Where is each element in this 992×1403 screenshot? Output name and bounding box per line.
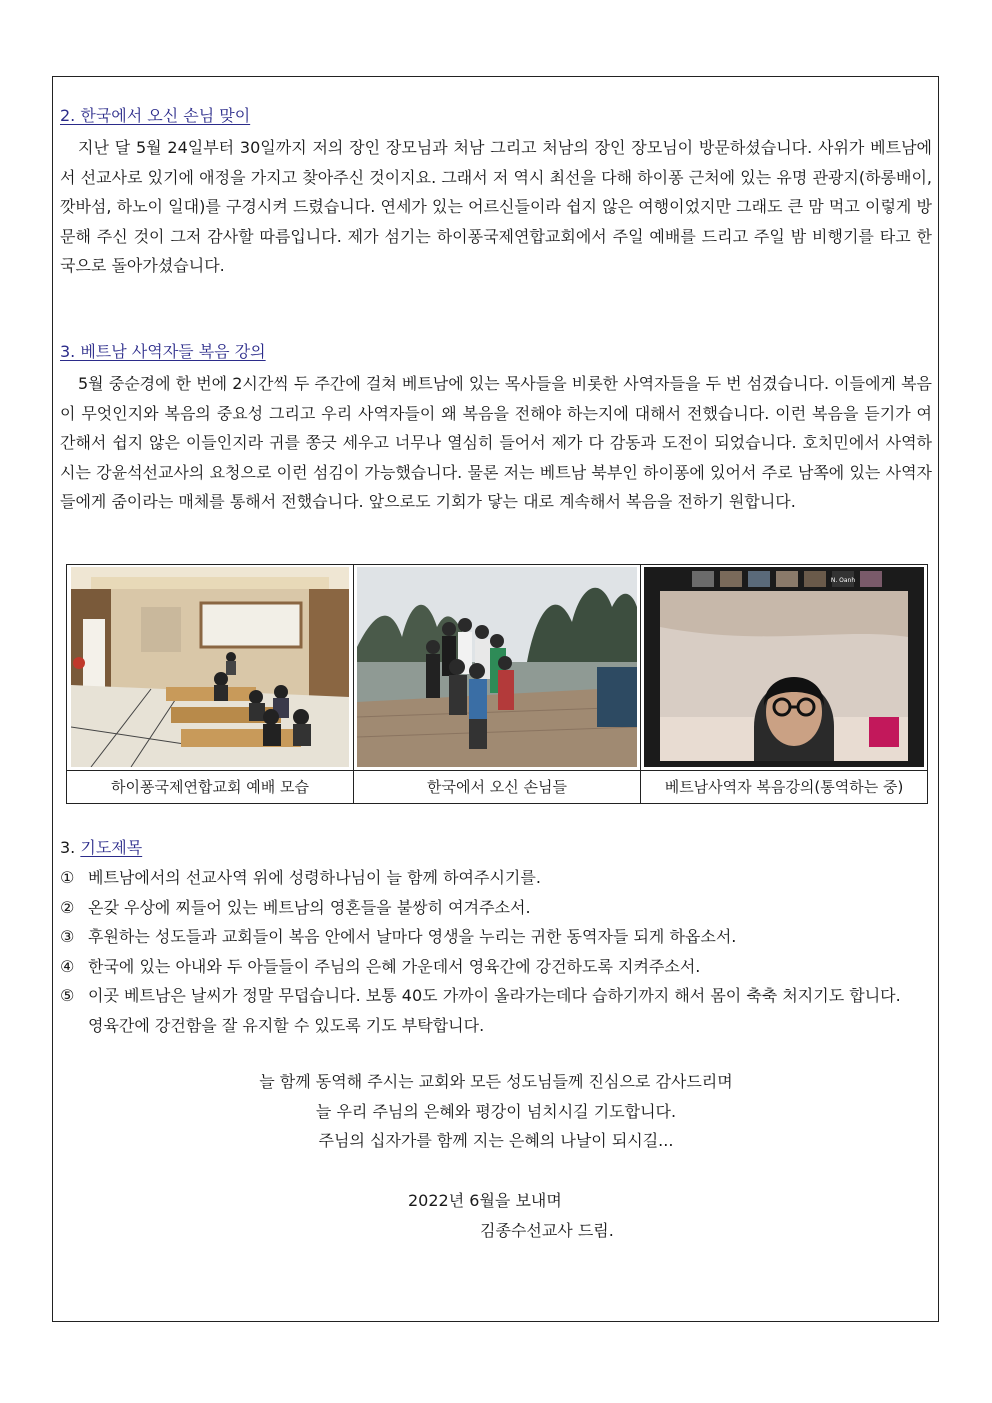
closing-date: 2022년 6월을 보내며	[408, 1191, 562, 1210]
prayer-heading-title: 기도제목	[80, 838, 143, 857]
photo-table	[66, 564, 928, 804]
section-heading-guests: 2. 한국에서 오신 손님 맞이	[60, 106, 251, 125]
section-body-guests: 지난 달 5월 24일부터 30일까지 저의 장인 장모님과 처남 그리고 처남의 장인 장모님이 방문하셨습니다. 사위가 베트남에서 선교사로 있기에 애정을 가지고 찾아주신 것이지요. 그래서 저 역시 최선을 다해 하이퐁 근처에 있는 유명 관광지(하롱배이, 깟바섬, 하노이 일대)를 구경시켜 드렸습니다. 연세가 있는 어르신들이라 쉽지 않은 여행이었지만 그래도 큰 맘 먹고 이렇게 방문해 주신 것이 그저 감사할 따름입니다. 제가 섬기는 하이퐁국제연합교회에서 주일 예배를 드리고 주일 밤 비행기를 타고 한국으로 돌아가셨습니다.	[60, 138, 932, 275]
prayer-item-text: 온갖 우상에 찌들어 있는 베트남의 영혼들을 불쌍히 여겨주소서.	[88, 897, 531, 917]
caption-zoom-lecture: 베트남사역자 복음강의(통역하는 중)	[641, 770, 928, 803]
prayer-item	[60, 893, 932, 923]
prayer-item-number: ⑤	[60, 986, 75, 1005]
prayer-item-text: 베트남에서의 선교사역 위에 성령하나님이 늘 함께 하여주시기를.	[88, 868, 541, 887]
prayer-section	[60, 838, 932, 1040]
prayer-item-number: ④	[60, 956, 75, 976]
prayer-heading-number: 3.	[60, 838, 76, 857]
closing-line: 늘 함께 동역해 주시는 교회와 모든 성도님들께 진심으로 감사드리며	[259, 1072, 733, 1091]
closing-line: 주님의 십자가를 함께 지는 은혜의 나날이 되시길...	[318, 1131, 674, 1150]
church-worship-photo	[71, 567, 349, 767]
zoom-participant-label: N. Oanh	[830, 577, 856, 585]
prayer-heading	[60, 838, 932, 858]
photo-cell-zoom	[641, 565, 928, 771]
photo-cell-church	[67, 565, 354, 771]
caption-guests: 한국에서 오신 손님들	[354, 770, 641, 803]
section-heading-gospel-lecture: 3. 베트남 사역자들 복음 강의	[60, 342, 266, 361]
closing-message	[60, 1067, 932, 1156]
closing-line: 늘 우리 주님의 은혜와 평강이 넘치시길 기도합니다.	[315, 1101, 677, 1121]
caption-church-worship: 하이퐁국제연합교회 예배 모습	[67, 770, 354, 803]
prayer-item-text: 후원하는 성도들과 교회들이 복음 안에서 날마다 영생을 누리는 귀한 동역자들 되게 하옵소서.	[88, 927, 737, 946]
prayer-item-text: 한국에 있는 아내와 두 아들들이 주님의 은혜 가운데서 영육간에 강건하도록 지켜주소서.	[88, 956, 701, 976]
prayer-item	[60, 863, 932, 893]
prayer-item	[60, 981, 932, 1040]
photo-cell-guests	[354, 565, 641, 771]
guests-halong-photo	[357, 567, 637, 767]
prayer-list	[60, 863, 932, 1040]
section-body-gospel-lecture: 5월 중순경에 한 번에 2시간씩 두 주간에 걸쳐 베트남에 있는 목사들을 비롯한 사역자들을 두 번 섬겼습니다. 이들에게 복음이 무엇인지와 복음의 중요성 그리고 우리 사역자들이 왜 복음을 전해야 하는지에 대해서 전했습니다. 이런 복음을 듣기가 여간해서 쉽지 않은 이들인지라 귀를 쫑긋 세우고 너무나 열심히 들어서 제가 다 감동과 도전이 되었습니다. 호치민에서 사역하시는 강윤석선교사의 요청으로 이런 섬김이 가능했습니다. 물론 저는 베트남 북부인 하이퐁에 있어서 주로 남쪽에 있는 사역자들에게 줌이라는 매체를 통해서 전했습니다. 앞으로도 기회가 닿는 대로 계속해서 복음을 전하기 원합니다.	[60, 374, 932, 511]
prayer-item-number: ②	[60, 897, 75, 917]
section-gospel-lecture	[60, 342, 932, 517]
prayer-item-number: ③	[60, 927, 75, 946]
prayer-item-number: ①	[60, 868, 75, 887]
prayer-item-text: 이곳 베트남은 날씨가 정말 무덥습니다. 보통 40도 가까이 올라가는데다 습하기까지 해서 몸이 축축 처지기도 합니다. 영육간에 강건함을 잘 유지할 수 있도록 기도 부탁합니다.	[88, 986, 901, 1035]
signature: 김종수선교사 드림.	[480, 1221, 614, 1240]
prayer-item	[60, 922, 932, 952]
zoom-lecture-photo	[644, 567, 924, 767]
prayer-item	[60, 952, 932, 982]
section-guests	[60, 106, 932, 281]
